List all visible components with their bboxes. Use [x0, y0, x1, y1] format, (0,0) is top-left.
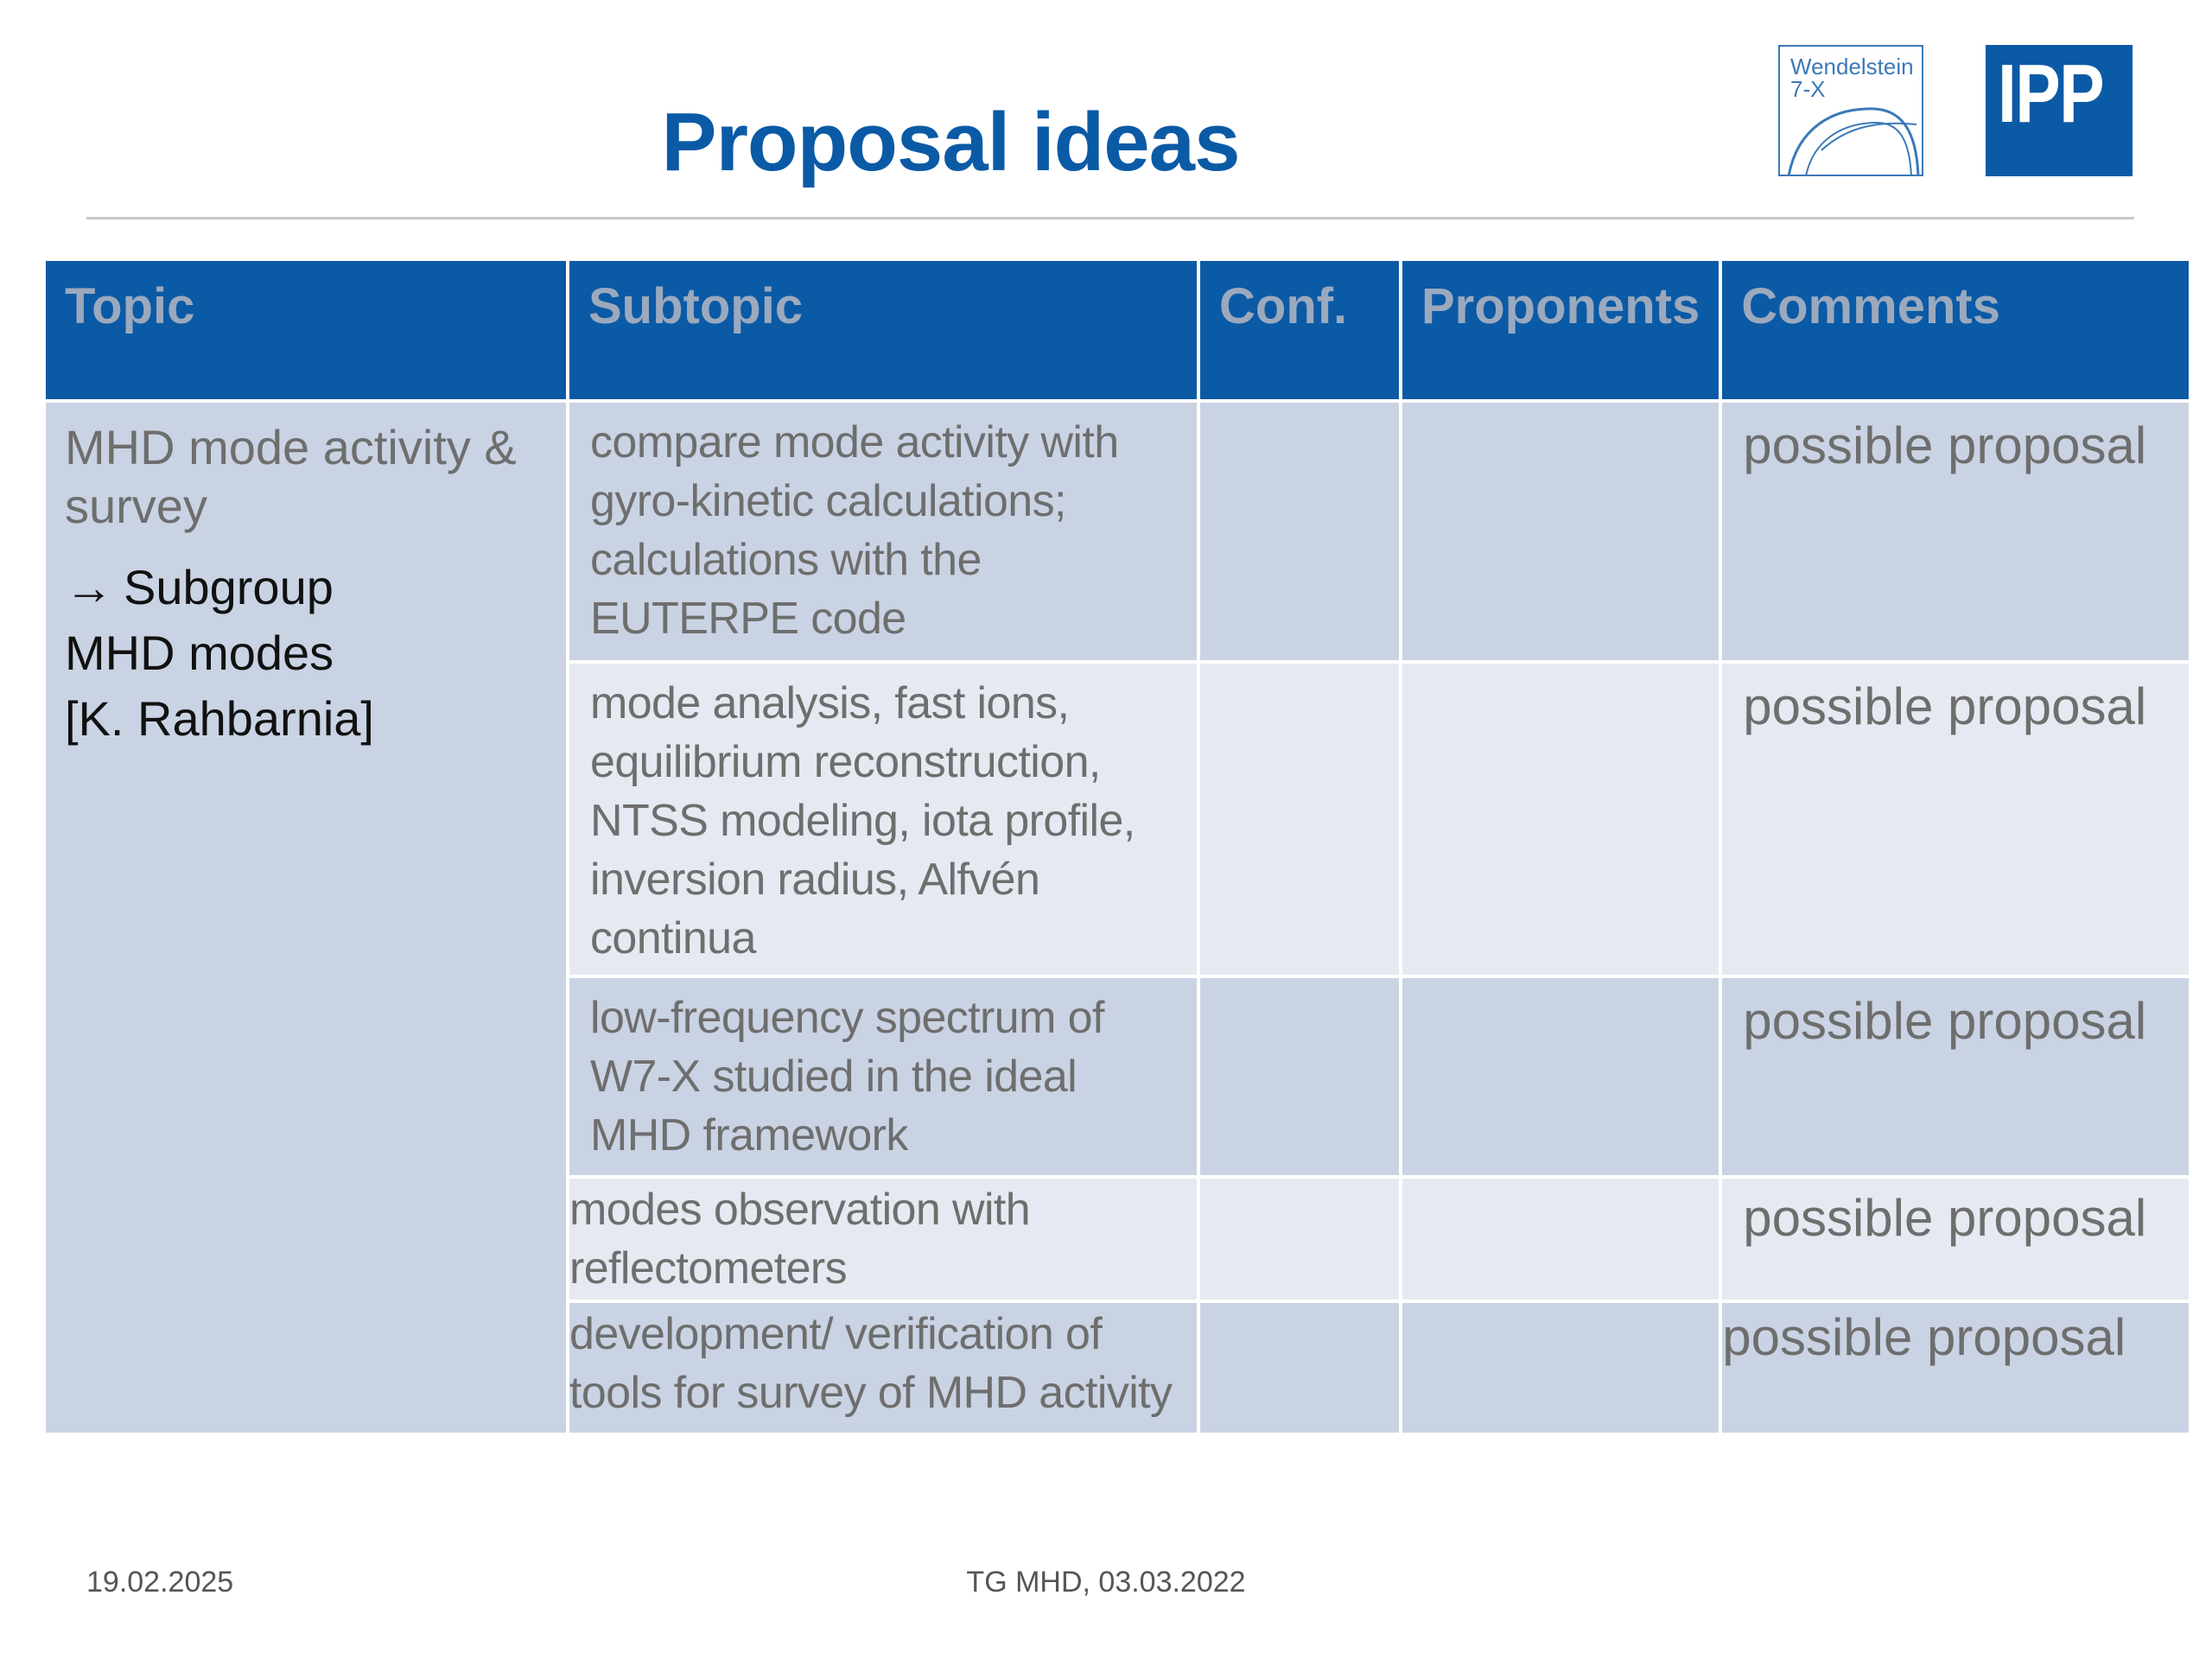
topic-subgroup	[65, 555, 547, 752]
table-header-row	[46, 261, 2189, 399]
slide-title: Proposal ideas	[661, 96, 1240, 188]
conf-cell	[1200, 1179, 1399, 1300]
proponents-cell	[1402, 664, 1719, 975]
proponents-cell	[1402, 1303, 1719, 1433]
proponents-cell	[1402, 978, 1719, 1175]
topic-title: MHD mode activity & survey	[65, 420, 517, 533]
conf-cell	[1200, 978, 1399, 1175]
subgroup-line: Subgroup	[124, 560, 334, 614]
comment-cell: possible proposal	[1722, 403, 2189, 660]
ipp-logo	[1986, 45, 2133, 176]
footer-event: TG MHD, 03.03.2022	[966, 1566, 1246, 1599]
comment-cell: possible proposal	[1722, 1179, 2189, 1300]
subtopic-cell: mode analysis, fast ions, equilibrium reconstruction, NTSS modeling, iota profile, inversion radius, Alfvén continua	[569, 664, 1197, 975]
w7x-logo-text: Wendelstein 7-X	[1790, 54, 1914, 102]
header-subtopic: Subtopic	[569, 261, 1197, 399]
footer-date: 19.02.2025	[86, 1566, 234, 1599]
comment-cell: possible proposal	[1722, 1303, 2189, 1433]
proponents-cell	[1402, 1179, 1719, 1300]
proposal-table	[42, 257, 2192, 1436]
header-topic: Topic	[46, 261, 566, 399]
conf-cell	[1200, 664, 1399, 975]
subtopic-cell: compare mode activity with gyro-kinetic calculations; calculations with the EUTERPE code	[569, 403, 1197, 660]
subgroup-line: [K. Rahbarnia]	[65, 691, 374, 746]
wendelstein-7x-logo	[1778, 45, 1923, 176]
header-comments: Comments	[1722, 261, 2189, 399]
subtopic-cell: low-frequency spectrum of W7-X studied in the ideal MHD framework	[569, 978, 1197, 1175]
subgroup-line: MHD modes	[65, 626, 334, 680]
topic-cell	[46, 403, 566, 1433]
comment-cell: possible proposal	[1722, 978, 2189, 1175]
arrow-right-icon: →	[65, 560, 113, 614]
proponents-cell	[1402, 403, 1719, 660]
table-row	[46, 403, 2189, 660]
ipp-logo-text: IPP	[1998, 48, 2103, 140]
header-proponents: Proponents	[1402, 261, 1719, 399]
comment-cell: possible proposal	[1722, 664, 2189, 975]
conf-cell	[1200, 403, 1399, 660]
conf-cell	[1200, 1303, 1399, 1433]
subtopic-cell: modes observation with reflectometers	[569, 1179, 1197, 1300]
subtopic-cell: development/ verification of tools for survey of MHD activity	[569, 1303, 1197, 1433]
header-conf: Conf.	[1200, 261, 1399, 399]
title-divider	[86, 217, 2134, 219]
